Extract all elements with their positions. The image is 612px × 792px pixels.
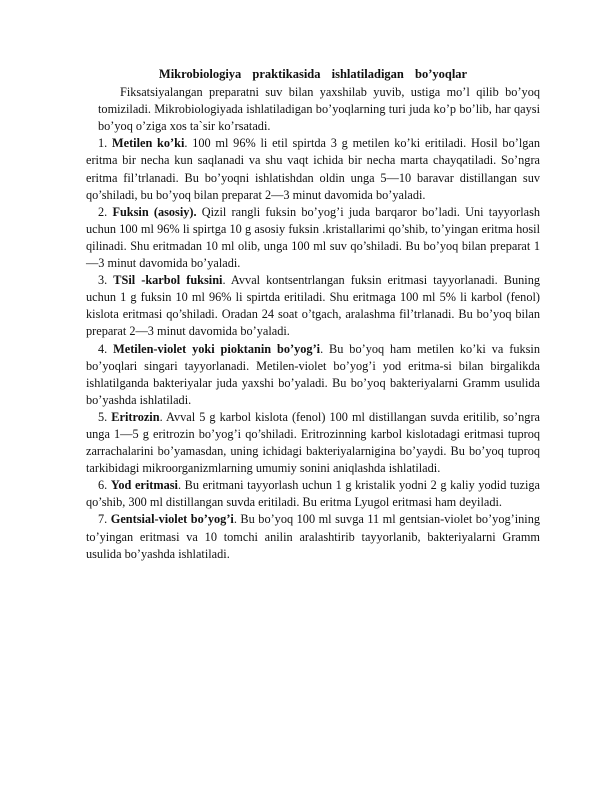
document-title: Mikrobiologiya praktikasida ishlatiladigan bo’yoqlar: [158, 67, 468, 81]
item-sep: .: [320, 341, 324, 356]
item-number: 2.: [98, 204, 108, 219]
item-text: Bu eritmani tayyorlash uchun 1 g kristalik yodni 2 g kaliy yodid tuziga qo’shib, 300 ml distillangan suvda eritiladi. Bu eritma Lyugol eritmasi ham deyiladi.: [86, 478, 540, 510]
item-name: Metilen-violet yoki pioktanin bo’yog’i: [113, 341, 321, 356]
item-name: Metilen ko’ki: [112, 136, 185, 151]
item-text: Avval 5 g karbol kislota (fenol) 100 ml distillangan suvda eritilib, so’ngra unga 1—5 g eritrozin bo’yog’i qo’shiladi. Eritrozinning karbol kislotadagi eritmasi tuproq zarrachalarini bo’yamasdan, uning ichidagi bakteriyalarnigina bo’yaydi. Bu bo’yoq tuproq tarkibidagi mikroorganizmlarning umumiy sonini aniqlashda ishlatiladi.: [86, 409, 540, 476]
item-sep: .: [222, 273, 226, 288]
item-name: Yod eritmasi: [110, 478, 178, 493]
list-item: [86, 477, 540, 511]
item-number: 3.: [98, 273, 108, 288]
list-item: [86, 511, 540, 562]
item-name: Fuksin (asosiy).: [112, 204, 197, 219]
item-sep: .: [184, 136, 188, 151]
document-page: [86, 66, 540, 563]
list-item: [86, 341, 540, 409]
item-name: TSil -karbol fuksini: [113, 273, 223, 288]
list-item: [86, 409, 540, 477]
list-item: [86, 272, 540, 340]
item-sep: .: [159, 409, 163, 424]
item-text: 100 ml 96% li etil spirtda 3 g metilen ko’ki eritiladi. Hosil bo’lgan eritma bir necha kun saqlanadi va shu vaqt ichida bir necha marta chayqatiladi. So’ngra eritma fil’trlanadi. Bu bo’yoqni ishlatishdan oldin unga 5—10 baravar distillangan suv qo’shiladi, bu bo’yoq bilan preparat 2—3 minut davomida bo’yaladi.: [86, 136, 540, 202]
item-text: Bu bo’yoq ham metilen ko’ki va fuksin bo’yoqlari singari tayyorlanadi. Metilen-violet bo’yog’i yod eritma-si bilan birgalikda ishlatilganda bakteriyalar juda yaxshi bo’yaladi. Bu bo’yoq bakteriyalarni Gramm usulida bo’yashda ishlatiladi.: [86, 341, 540, 407]
item-number: 6.: [98, 478, 108, 493]
item-sep: .: [177, 478, 182, 493]
item-name: Eritrozin: [111, 409, 160, 424]
item-text: Bu bo’yoq 100 ml suvga 11 ml gentsian-violet bo’yog’ining to’yingan eritmasi va 10 tomchi anilin aralashtirib tayyorlanib, bakteriyalarni Gramm usulida bo’yashda ishlatiladi.: [86, 512, 540, 561]
item-number: 7.: [98, 512, 108, 527]
item-number: 5.: [98, 409, 108, 424]
item-number: 4.: [98, 341, 108, 356]
item-text: Avval kontsentrlangan fuksin eritmasi tayyorlanadi. Buning uchun 1 g fuksin 10 ml 96% li spirtda eritiladi. Shu eritmaga 100 ml 5% li karbol (fenol) kislota eritmasi qo’shiladi. Oradan 24 soat o’tgach, aralashma fil’trlanadi. Bu bo’yoq bilan preparat 2—3 minut davomida bo’yaladi.: [86, 273, 540, 339]
list-item: [86, 135, 540, 203]
intro-paragraph: Fiksatsiyalangan preparatni suv bilan yaxshilab yuvib, ustiga mo’l qilib bo’yoq tomiziladi. Mikrobiologiyada ishlatiladigan bo’yoqlarning turi juda ko’p bo’lib, har qaysi bo’yoq o’ziga xos ta`sir ko’rsatadi.: [98, 85, 540, 134]
item-name: Gentsial-violet bo’yog’i: [110, 512, 234, 527]
item-text: Qizil rangli fuksin bo’yog’i juda barqaror bo’ladi. Uni tayyorlash uchun 100 ml 96% li spirtga 10 g asosiy fuksin .kristallarimi qo’shib, to’yingan eritma hosil qilinadi. Shu eritmadan 10 ml olib, unga 100 ml suv qo’shiladi. Bu bo’yoq bilan preparat 1—3 minut davomida bo’yaladi.: [86, 204, 541, 271]
item-sep: .: [233, 512, 237, 527]
item-number: 1.: [98, 136, 108, 151]
list-item: [86, 204, 540, 272]
